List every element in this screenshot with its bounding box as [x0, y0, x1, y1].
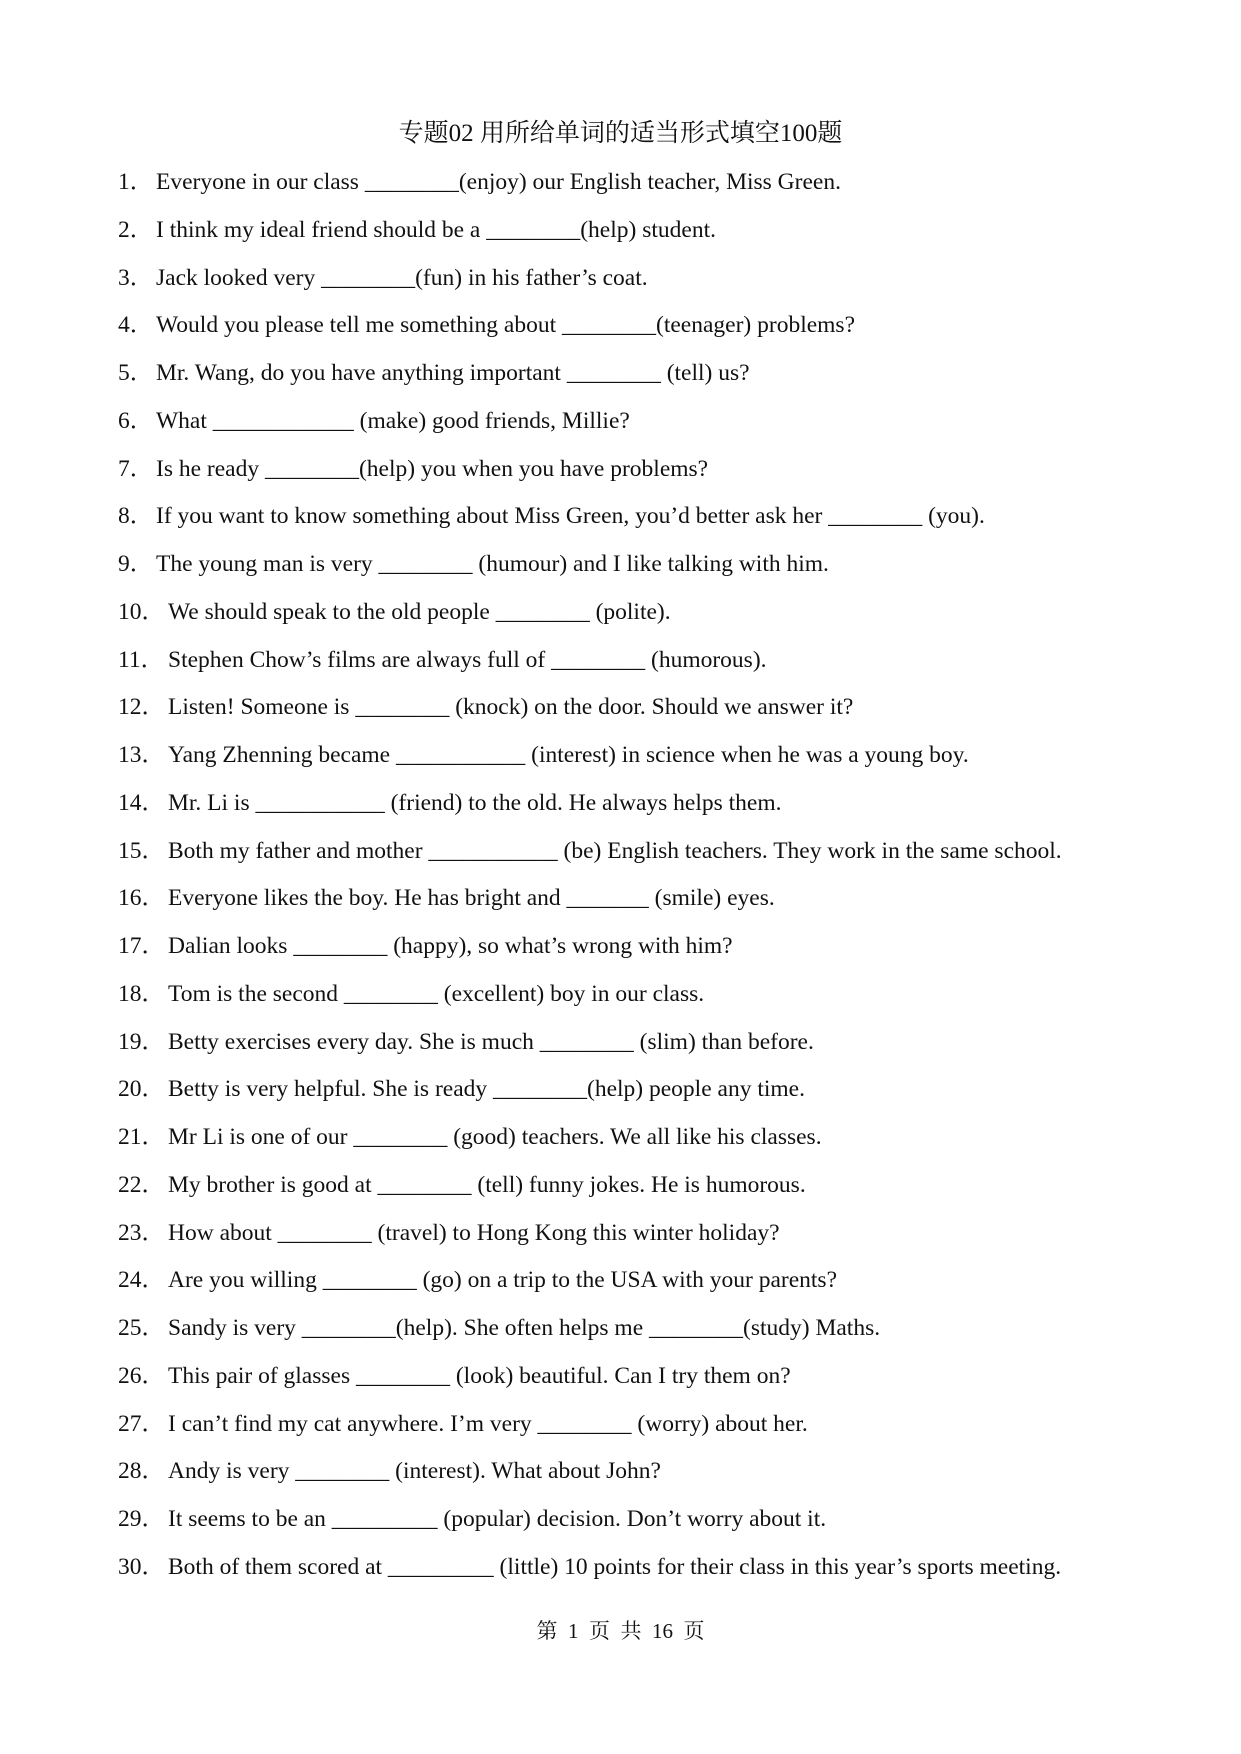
question-number: 18． — [118, 980, 165, 1007]
question-item — [118, 644, 1198, 692]
question-item — [118, 787, 1198, 835]
question-item — [118, 405, 1198, 453]
question-number: 10． — [118, 598, 165, 625]
question-number: 16． — [118, 885, 165, 912]
question-item — [118, 1073, 1198, 1121]
question-text: Everyone likes the boy. He has bright and _______ (smile) eyes. — [168, 885, 775, 912]
question-item — [118, 548, 1198, 596]
question-item — [118, 1169, 1198, 1217]
question-text: Mr. Li is ___________ (friend) to the old. He always helps them. — [168, 789, 782, 816]
question-text: Would you please tell me something about ________(teenager) problems? — [156, 312, 856, 339]
question-text: I think my ideal friend should be a ________(help) student. — [156, 216, 716, 243]
question-text: What ____________ (make) good friends, Millie? — [156, 407, 630, 434]
page-title: 专题02 用所给单词的适当形式填空100题 — [398, 120, 843, 147]
question-item — [118, 1121, 1198, 1169]
question-number: 2． — [118, 216, 154, 243]
question-item — [118, 978, 1198, 1026]
question-item — [118, 262, 1198, 310]
question-text: Jack looked very ________(fun) in his father’s coat. — [156, 264, 648, 291]
question-text: This pair of glasses ________ (look) beautiful. Can I try them on? — [168, 1362, 791, 1389]
question-text: Mr Li is one of our ________ (good) teachers. We all like his classes. — [168, 1124, 822, 1150]
question-item — [118, 1503, 1198, 1551]
question-text: If you want to know something about Miss Green, you’d better ask her ________ (you). — [156, 503, 985, 530]
question-item — [118, 1312, 1198, 1360]
question-item — [118, 453, 1198, 501]
question-number: 21． — [118, 1124, 165, 1150]
question-number: 27． — [118, 1410, 165, 1437]
question-item — [118, 1455, 1198, 1503]
question-item — [118, 500, 1198, 548]
question-number: 28． — [118, 1458, 165, 1485]
question-number: 8． — [118, 503, 154, 530]
question-text: Tom is the second ________ (excellent) boy in our class. — [168, 980, 705, 1007]
question-item — [118, 596, 1198, 644]
question-number: 3． — [118, 264, 154, 291]
question-text: Everyone in our class ________(enjoy) our English teacher, Miss Green. — [156, 169, 841, 195]
question-item — [118, 739, 1198, 787]
question-number: 25． — [118, 1315, 165, 1341]
question-text: It seems to be an _________ (popular) decision. Don’t worry about it. — [168, 1506, 827, 1532]
question-item — [118, 930, 1198, 978]
question-item — [118, 882, 1198, 930]
question-number: 14． — [118, 789, 165, 816]
question-text: Stephen Chow’s films are always full of ________ (humorous). — [168, 646, 767, 673]
question-item — [118, 1408, 1198, 1456]
question-text: How about ________ (travel) to Hong Kong this winter holiday? — [168, 1219, 780, 1246]
question-item — [118, 357, 1198, 405]
question-number: 30． — [118, 1553, 165, 1580]
question-number: 23． — [118, 1219, 165, 1246]
question-item — [118, 166, 1198, 214]
question-text: Both of them scored at _________ (little) 10 points for their class in this year’s sports meeting. — [168, 1553, 1062, 1580]
question-number: 1． — [118, 169, 154, 195]
question-text: Sandy is very ________(help). She often helps me ________(study) Maths. — [168, 1315, 881, 1341]
question-number: 15． — [118, 837, 165, 864]
question-item — [118, 1360, 1198, 1408]
question-item — [118, 691, 1198, 739]
question-text: Listen! Someone is ________ (knock) on the door. Should we answer it? — [168, 694, 854, 721]
question-number: 22． — [118, 1171, 165, 1198]
question-text: Yang Zhenning became ___________ (interest) in science when he was a young boy. — [168, 742, 969, 768]
question-number: 26． — [118, 1362, 165, 1389]
question-text: Betty exercises every day. She is much ________ (slim) than before. — [168, 1028, 814, 1055]
question-item — [118, 1026, 1198, 1074]
question-text: My brother is good at ________ (tell) funny jokes. He is humorous. — [168, 1171, 806, 1198]
question-number: 4． — [118, 312, 154, 339]
question-item — [118, 835, 1198, 883]
question-item — [118, 1264, 1198, 1312]
question-item — [118, 1551, 1198, 1599]
question-text: Andy is very ________ (interest). What about John? — [168, 1458, 661, 1485]
question-text: Is he ready ________(help) you when you have problems? — [156, 455, 709, 482]
question-number: 24． — [118, 1267, 165, 1294]
question-number: 9． — [118, 551, 154, 577]
question-number: 11． — [118, 646, 165, 673]
question-text: Dalian looks ________ (happy), so what’s wrong with him? — [168, 933, 733, 959]
question-item — [118, 214, 1198, 262]
question-text: I can’t find my cat anywhere. I’m very ________ (worry) about her. — [168, 1410, 808, 1437]
question-number: 6． — [118, 407, 154, 434]
question-number: 19． — [118, 1028, 165, 1055]
question-text: Both my father and mother ___________ (be) English teachers. They work in the same school. — [168, 837, 1062, 864]
question-number: 13． — [118, 742, 165, 768]
question-text: We should speak to the old people ________ (polite). — [168, 598, 671, 625]
question-text: The young man is very ________ (humour) and I like talking with him. — [156, 551, 829, 577]
question-item — [118, 309, 1198, 357]
question-number: 17． — [118, 933, 165, 959]
page-footer: 第 1 页 共 16 页 — [536, 1619, 705, 1643]
question-number: 20． — [118, 1076, 165, 1103]
question-item — [118, 1217, 1198, 1265]
question-number: 7． — [118, 455, 154, 482]
question-number: 29． — [118, 1506, 165, 1532]
question-text: Are you willing ________ (go) on a trip to the USA with your parents? — [168, 1267, 838, 1294]
question-number: 12． — [118, 694, 165, 721]
question-text: Betty is very helpful. She is ready ________(help) people any time. — [168, 1076, 805, 1103]
question-list — [118, 166, 1198, 1599]
question-text: Mr. Wang, do you have anything important ________ (tell) us? — [156, 360, 750, 386]
question-number: 5． — [118, 360, 154, 386]
